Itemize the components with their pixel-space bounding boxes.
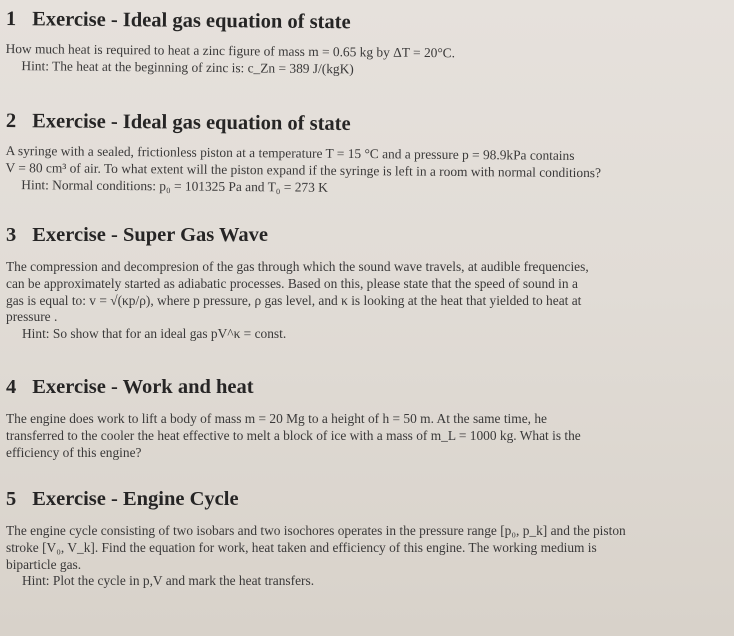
exercise-2	[5, 110, 724, 200]
exercise-hint: Hint: So show that for an ideal gas pV^κ = const.	[22, 326, 287, 342]
exercise-body	[6, 411, 724, 461]
exercise-number: 5	[6, 488, 17, 510]
exercise-title: Exercise - Work and heat	[32, 376, 254, 398]
exercise-text-line: The engine does work to lift a body of mass m = 20 Mg to a height of h = 50 m. At the same time, he	[6, 411, 547, 426]
exercise-title: Exercise - Ideal gas equation of state	[32, 8, 351, 34]
exercise-heading	[6, 488, 724, 511]
exercise-text-line: stroke [V₀, V_k]. Find the equation for work, heat taken and efficiency of this engine. The working medium is	[6, 539, 597, 555]
exercise-number: 4	[6, 376, 17, 398]
exercise-number: 3	[6, 224, 17, 246]
exercise-text-line: The compression and decompresion of the gas through which the sound wave travels, at audible frequencies,	[6, 259, 589, 274]
exercise-heading	[6, 224, 724, 247]
exercise-text-line: The engine cycle consisting of two isobars and two isochores operates in the pressure range [p₀, p_k] and the piston	[6, 523, 626, 538]
exercise-title: Exercise - Engine Cycle	[32, 488, 239, 510]
exercise-text-line: gas is equal to: v = √(κp/ρ), where p pressure, ρ gas level, and κ is looking at the heat that yielded to heat at	[6, 292, 582, 308]
exercise-number: 1	[5, 8, 17, 31]
exercise-text-line: pressure .	[6, 309, 58, 325]
exercise-text-line: V = 80 cm³ of air. To what extent will the piston expand if the syringe is left in a room with normal conditions?	[5, 159, 602, 180]
exercise-title: Exercise - Ideal gas equation of state	[32, 110, 351, 136]
exercise-number: 2	[5, 110, 17, 133]
exercise-text-line: A syringe with a sealed, frictionless piston at a temperature T = 15 °C and a pressure p = 98.9kPa contains	[5, 142, 575, 163]
exercise-hint: Hint: Plot the cycle in p,V and mark the heat transfers.	[22, 573, 315, 589]
exercise-heading	[6, 376, 724, 399]
exercise-body	[6, 523, 724, 590]
exercise-3	[6, 224, 724, 343]
exercise-title: Exercise - Super Gas Wave	[32, 224, 268, 246]
exercise-body	[5, 143, 723, 200]
exercise-text-line: transferred to the cooler the heat effective to melt a block of ice with a mass of m_L = 1000 kg. What is the	[6, 427, 581, 443]
exercise-text-line: biparticle gas.	[6, 556, 82, 572]
exercise-body	[6, 259, 724, 343]
exercise-text-line: efficiency of this engine?	[6, 444, 142, 460]
exercise-4	[6, 376, 724, 461]
exercise-text-line: How much heat is required to heat a zinc figure of mass m = 0.65 kg by ΔT = 20°C.	[5, 40, 456, 61]
exercise-5	[6, 488, 724, 590]
exercise-1	[5, 8, 724, 81]
exercise-hint: Hint: The heat at the beginning of zinc is: c_Zn = 389 J/(kgK)	[21, 57, 354, 77]
exercise-text-line: can be approximately started as adiabatic processes. Based on this, please state that the speed of sound in a	[6, 275, 578, 291]
exercise-hint: Hint: Normal conditions: p₀ = 101325 Pa and T₀ = 273 K	[21, 176, 328, 195]
exercise-heading	[6, 110, 724, 139]
exercise-body	[5, 41, 723, 81]
exercise-heading	[6, 8, 724, 38]
